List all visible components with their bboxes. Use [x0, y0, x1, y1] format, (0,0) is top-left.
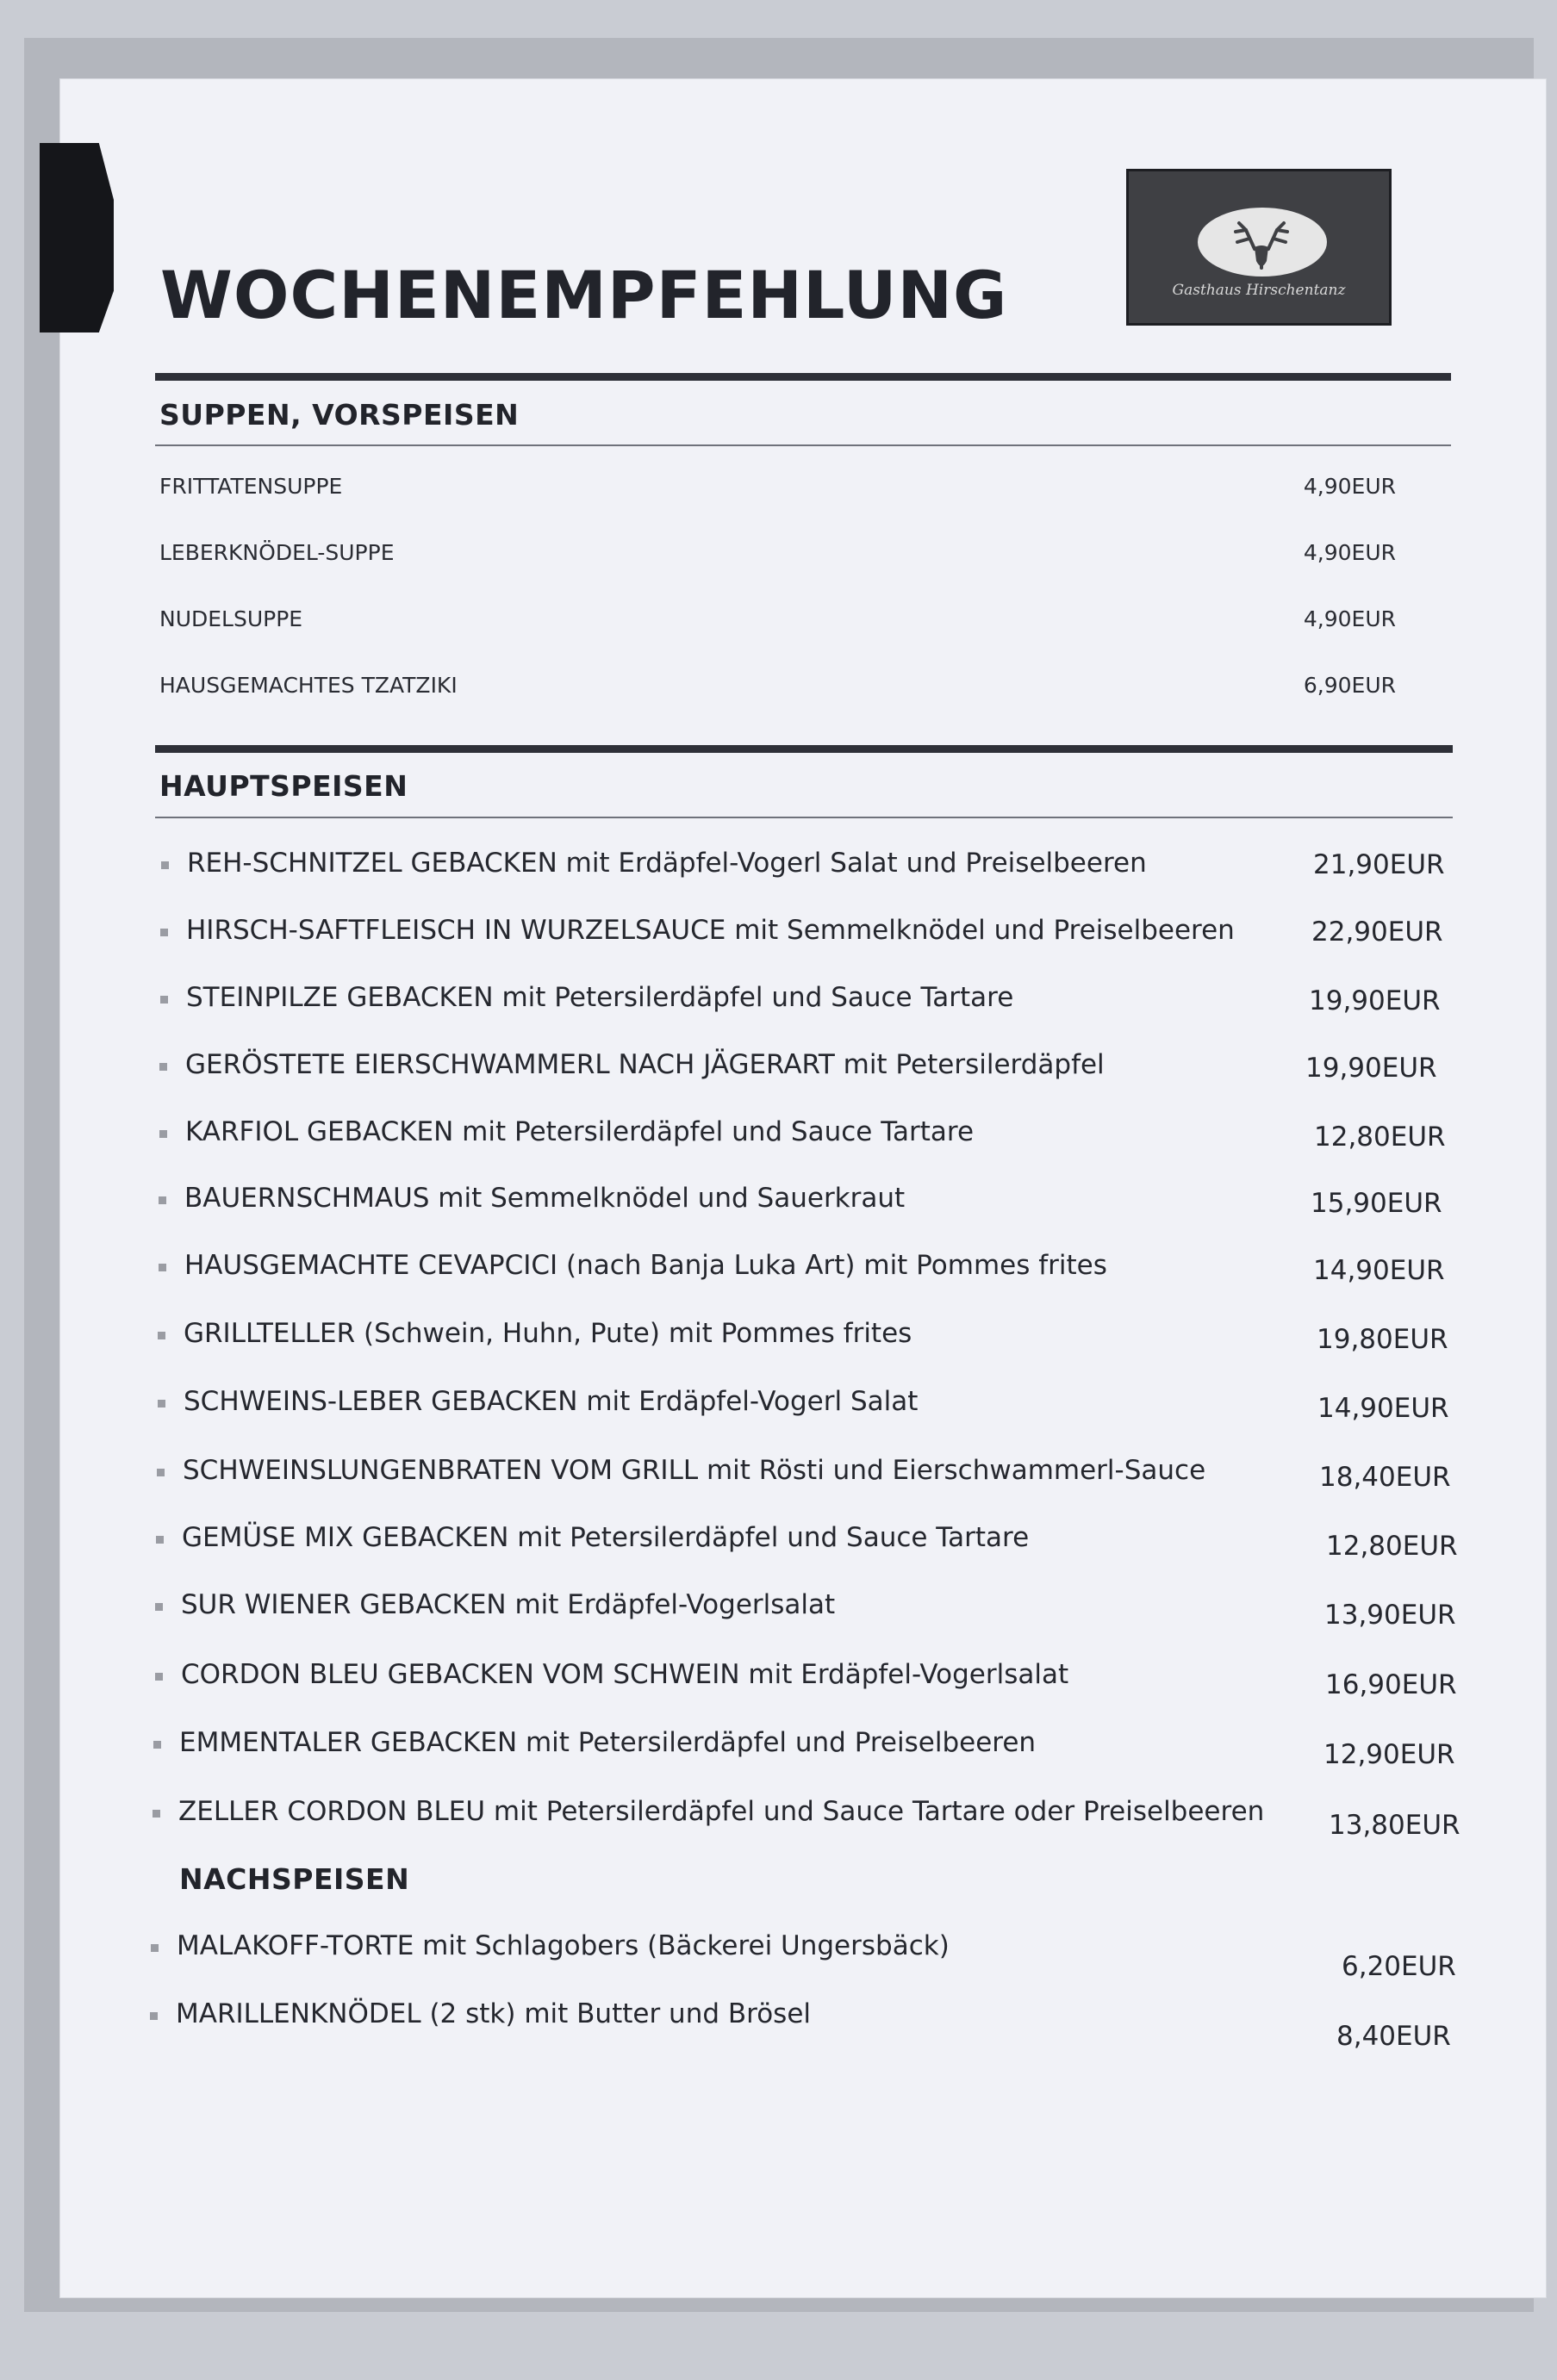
logo-text: Gasthaus Hirschentanz	[1172, 282, 1346, 299]
list-item	[159, 1250, 1503, 1289]
list-item	[159, 540, 1396, 575]
page-title: WOCHENEMPFEHLUNG	[160, 257, 1008, 333]
dish-price: 19,90EUR	[1309, 985, 1441, 1016]
dish-name: MALAKOFF-TORTE mit Schlagobers (Bäckerei Ungersbäck)	[177, 1930, 950, 1961]
dish-price: 6,20EUR	[1342, 1951, 1456, 1982]
dish-price: 12,80EUR	[1314, 1122, 1446, 1153]
clip-tab	[40, 143, 114, 332]
dish-name: NUDELSUPPE	[159, 606, 303, 631]
section-heading-desserts: NACHSPEISEN	[179, 1862, 410, 1896]
bullet-icon	[159, 1196, 166, 1204]
dish-name: FRITTATENSUPPE	[159, 474, 343, 499]
divider-thick	[155, 745, 1453, 753]
bullet-icon	[151, 1944, 159, 1952]
dish-price: 18,40EUR	[1319, 1462, 1451, 1493]
dish-name: REH-SCHNITZEL GEBACKEN mit Erdäpfel-Vogerl Salat und Preiselbeeren	[187, 848, 1147, 879]
bullet-icon	[159, 1130, 167, 1138]
dish-name: STEINPILZE GEBACKEN mit Petersilerdäpfel und Sauce Tartare	[186, 982, 1014, 1013]
list-item	[158, 1386, 1502, 1426]
list-item	[153, 1796, 1497, 1841]
bullet-icon	[150, 2012, 158, 2020]
dish-name: LEBERKNÖDEL-SUPPE	[159, 540, 395, 565]
bullet-icon	[153, 1741, 161, 1749]
dish-name: GERÖSTETE EIERSCHWAMMERL NACH JÄGERART mit Petersilerdäpfel	[185, 1049, 1105, 1080]
dish-price: 4,90EUR	[1303, 606, 1396, 631]
list-item	[159, 673, 1396, 707]
bullet-icon	[157, 1469, 165, 1476]
list-item	[159, 606, 1396, 641]
dish-price: 14,90EUR	[1317, 1393, 1449, 1424]
dish-price: 12,90EUR	[1323, 1739, 1455, 1770]
dish-name: HAUSGEMACHTE CEVAPCICI (nach Banja Luka Art) mit Pommes frites	[184, 1250, 1107, 1281]
section-heading-soups: SUPPEN, VORSPEISEN	[159, 398, 520, 432]
dish-name: HAUSGEMACHTES TZATZIKI	[159, 673, 458, 698]
dish-price: 14,90EUR	[1313, 1255, 1445, 1286]
list-item	[155, 1589, 1499, 1629]
dish-price: 22,90EUR	[1311, 917, 1443, 948]
dish-price: 13,80EUR	[1329, 1810, 1460, 1841]
divider-thick	[155, 373, 1451, 381]
list-item	[159, 1183, 1503, 1222]
list-item	[151, 1930, 1495, 1982]
dish-price: 13,90EUR	[1324, 1600, 1456, 1631]
dish-price: 6,90EUR	[1303, 673, 1396, 698]
dish-name: HIRSCH-SAFTFLEISCH IN WURZELSAUCE mit Semmelknödel und Preiselbeeren	[186, 915, 1235, 946]
dish-price: 21,90EUR	[1313, 849, 1445, 880]
list-item	[160, 915, 1504, 954]
restaurant-logo	[1126, 169, 1392, 326]
bullet-icon	[158, 1332, 165, 1339]
list-item	[160, 982, 1504, 1022]
dish-price: 12,80EUR	[1326, 1531, 1458, 1562]
section-heading-mains: HAUPTSPEISEN	[159, 769, 408, 803]
dish-price: 16,90EUR	[1325, 1669, 1457, 1700]
divider-thin	[155, 444, 1451, 446]
dish-name: ZELLER CORDON BLEU mit Petersilerdäpfel und Sauce Tartare oder Preiselbeeren	[178, 1796, 1265, 1827]
dish-name: KARFIOL GEBACKEN mit Petersilerdäpfel und Sauce Tartare	[185, 1116, 975, 1147]
list-item	[161, 848, 1505, 887]
bullet-icon	[155, 1603, 163, 1611]
dish-name: CORDON BLEU GEBACKEN VOM SCHWEIN mit Erdäpfel-Vogerlsalat	[181, 1659, 1069, 1690]
dish-name: SUR WIENER GEBACKEN mit Erdäpfel-Vogerlsalat	[181, 1589, 836, 1620]
dish-price: 4,90EUR	[1303, 540, 1396, 565]
dish-price: 15,90EUR	[1311, 1188, 1442, 1219]
list-item	[159, 474, 1396, 508]
divider-thin	[155, 817, 1453, 818]
list-item	[155, 1659, 1499, 1699]
dish-name: BAUERNSCHMAUS mit Semmelknödel und Sauerkraut	[184, 1183, 906, 1214]
list-item	[157, 1455, 1501, 1494]
dish-name: GRILLTELLER (Schwein, Huhn, Pute) mit Pommes frites	[184, 1318, 912, 1349]
dish-name: GEMÜSE MIX GEBACKEN mit Petersilerdäpfel und Sauce Tartare	[182, 1522, 1030, 1553]
bullet-icon	[161, 861, 169, 869]
bullet-icon	[159, 1264, 166, 1271]
bullet-icon	[155, 1673, 163, 1681]
list-item	[156, 1522, 1500, 1562]
list-item	[158, 1318, 1502, 1358]
list-item	[159, 1116, 1504, 1156]
list-item	[159, 1049, 1504, 1089]
dish-name: MARILLENKNÖDEL (2 stk) mit Butter und Brösel	[176, 1998, 812, 2029]
bullet-icon	[158, 1400, 165, 1407]
dish-price: 19,80EUR	[1317, 1324, 1448, 1355]
bullet-icon	[160, 929, 168, 936]
bullet-icon	[159, 1063, 167, 1071]
dish-price: 19,90EUR	[1305, 1053, 1437, 1084]
dish-price: 4,90EUR	[1303, 474, 1396, 499]
dish-name: EMMENTALER GEBACKEN mit Petersilerdäpfel und Preiselbeeren	[179, 1727, 1037, 1758]
dish-price: 8,40EUR	[1336, 2021, 1451, 2052]
list-item	[153, 1727, 1498, 1770]
dish-name: SCHWEINS-LEBER GEBACKEN mit Erdäpfel-Vogerl Salat	[184, 1386, 919, 1417]
bullet-icon	[156, 1536, 164, 1544]
dish-name: SCHWEINSLUNGENBRATEN VOM GRILL mit Rösti und Eierschwammerl-Sauce	[183, 1455, 1206, 1486]
deer-head-icon	[1129, 171, 1392, 326]
bullet-icon	[153, 1810, 160, 1818]
bullet-icon	[160, 996, 168, 1004]
list-item	[150, 1998, 1494, 2052]
